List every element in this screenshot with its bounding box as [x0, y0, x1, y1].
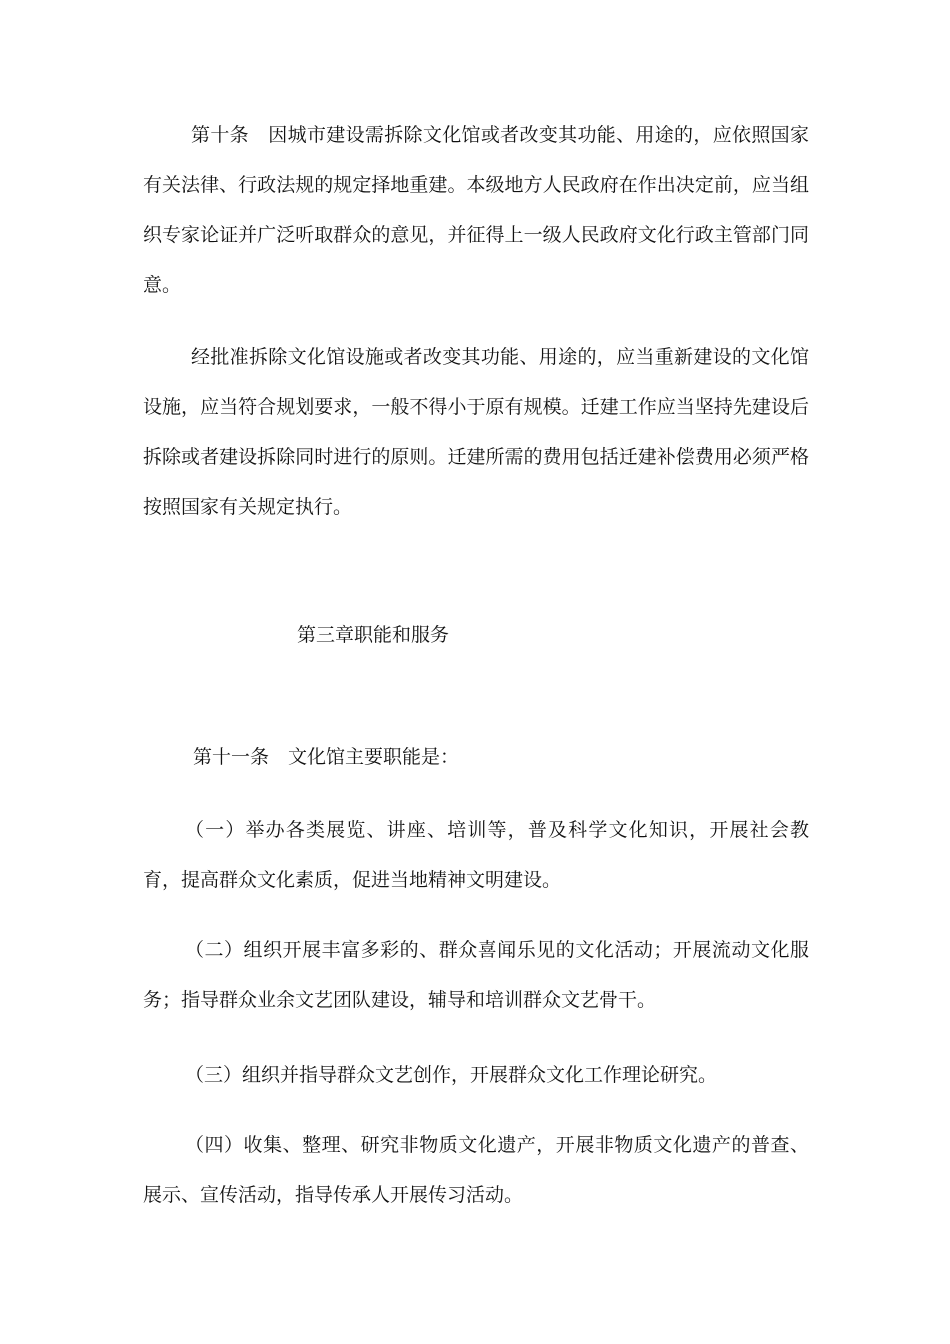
article-10-paragraph-1: 第十条 因城市建设需拆除文化馆或者改变其功能、用途的，应依照国家有关法律、行政法规的规定择地重建。本级地方人民政府在作出决定前，应当组织专家论证并广泛听取群众的意见，并征得上一级人民政府文化行政主管部门同意。 [143, 124, 809, 296]
article-11-item-4: （四）收集、整理、研究非物质文化遗产，开展非物质文化遗产的普查、展示、宣传活动，指导传承人开展传习活动。 [143, 1134, 809, 1206]
article-10-paragraph-2: 经批准拆除文化馆设施或者改变其功能、用途的，应当重新建设的文化馆设施，应当符合规划要求，一般不得小于原有规模。迁建工作应当坚持先建设后拆除或者建设拆除同时进行的原则。迁建所需的费用包括迁建补偿费用必须严格按照国家有关规定执行。 [143, 346, 809, 518]
article-11-item-3: （三）组织并指导群众文艺创作，开展群众文化工作理论研究。 [185, 1064, 718, 1086]
chapter-3-heading: 第三章职能和服务 [297, 624, 450, 646]
article-11-item-2: （二）组织开展丰富多彩的、群众喜闻乐见的文化活动；开展流动文化服务；指导群众业余文艺团队建设，辅导和培训群众文艺骨干。 [143, 939, 809, 1011]
article-11-title: 第十一条 文化馆主要职能是： [193, 746, 460, 768]
article-11-item-1: （一）举办各类展览、讲座、培训等，普及科学文化知识，开展社会教育，提高群众文化素质，促进当地精神文明建设。 [143, 819, 809, 891]
